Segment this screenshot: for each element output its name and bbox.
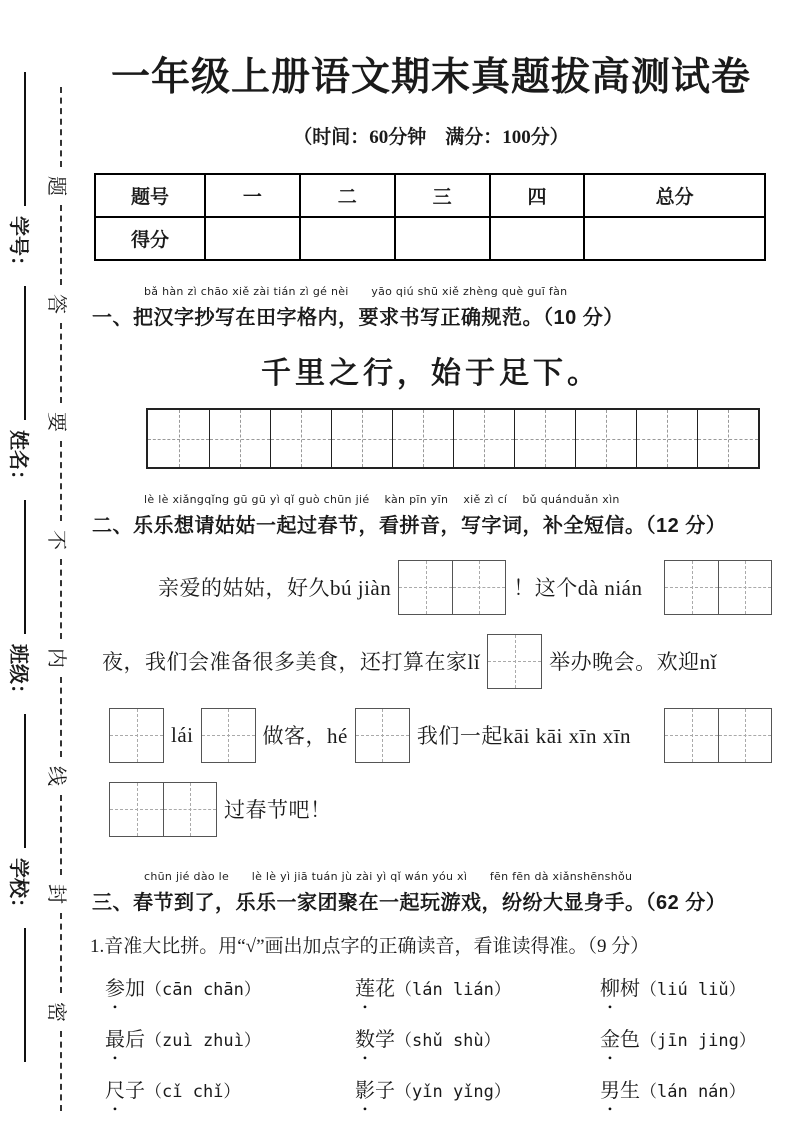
word-item: [355, 1074, 600, 1103]
letter-line: [88, 772, 774, 846]
word-item: [105, 1023, 355, 1052]
seal-line-strip: [40, 0, 78, 1122]
seal-dash-line: [60, 441, 62, 521]
section-one-title: 一、把汉字抄写在田字格内，要求书写正确规范。（10 分）: [92, 307, 624, 329]
word-text: 金色: [600, 1029, 640, 1051]
seal-character: 答: [45, 294, 68, 314]
seal-character: 内: [45, 648, 68, 668]
word-text: 男生: [600, 1080, 640, 1102]
dotted-character: 莲: [355, 978, 375, 1000]
section-one-pinyin: bǎ hàn zì chāo xiě zài tián zì gé nèi yāo qiú shū xiě zhèng què guī fàn: [144, 285, 568, 298]
word-text: 参加: [105, 978, 145, 1000]
score-table-header-cell: 二: [300, 174, 395, 217]
page-title: 一年级上册语文期末真题拔高测试卷: [110, 56, 751, 99]
score-empty-cell: [490, 217, 585, 260]
seal-dash-line: [60, 677, 62, 757]
word-item: [105, 1074, 355, 1103]
seal-character: 密: [45, 1002, 68, 1022]
dotted-character: 数: [355, 1029, 375, 1051]
answer-grid: [109, 782, 217, 837]
section-two-title: 二、乐乐想请姑姑一起过春节，看拼音，写字词，补全短信。（12 分）: [92, 515, 727, 537]
score-row-label: 得分: [95, 217, 205, 260]
tianzi-cell: [163, 783, 216, 836]
dotted-character: 金: [600, 1029, 620, 1051]
letter-body: [88, 550, 774, 846]
answer-grid: [664, 708, 772, 763]
tianzi-cell: [718, 561, 771, 614]
section-three-title: 三、春节到了，乐乐一家团聚在一起玩游戏，纷纷大显身手。（62 分）: [92, 892, 727, 914]
word-text: 影子: [355, 1080, 395, 1102]
tianzi-cell: [452, 561, 505, 614]
letter-text: 我们一起kāi kāi xīn xīn: [416, 724, 632, 748]
tianzi-cell: [356, 709, 409, 762]
pinyin-options: （shǔ shù）: [395, 1031, 501, 1051]
tianzi-cell: [392, 410, 453, 467]
score-table-header-cell: 题号: [95, 174, 205, 217]
section-two-pinyin: lè lè xiǎngqǐng gū gū yì qǐ guò chūn jié kàn pīn yīn xiě zì cí bǔ quánduǎn xìn: [144, 493, 620, 506]
letter-line: [88, 550, 774, 624]
seal-dash-line: [60, 205, 62, 285]
subquestion-1-title: 1.音准大比拼。用“√”画出加点字的正确读音，看谁读得准。（9 分）: [90, 936, 650, 957]
pinyin-options: （lán nán）: [640, 1082, 746, 1102]
tianzi-cell: [488, 635, 541, 688]
word-item: [355, 972, 600, 1001]
letter-text: ！这个dà nián: [513, 576, 643, 600]
student-info-strip: [2, 0, 40, 1122]
pinyin-options: （zuì zhuì）: [145, 1031, 261, 1051]
letter-text: 夜，我们会准备很多美食，还打算在家lǐ: [102, 650, 481, 674]
pronunciation-choice-grid: [88, 972, 774, 1103]
letter-text: 亲爱的姑姑，好久bú jiàn: [158, 576, 392, 600]
tianzi-cell: [270, 410, 331, 467]
dotted-character: 最: [105, 1029, 125, 1051]
answer-grid: [109, 708, 164, 763]
letter-text: 做客，hé: [262, 724, 348, 748]
seal-character: 题: [45, 176, 68, 196]
answer-grid: [398, 560, 506, 615]
dotted-character: 影: [355, 1080, 375, 1102]
tianzi-cell: [575, 410, 636, 467]
score-table-header-cell: 四: [490, 174, 585, 217]
field-blank-line: [24, 500, 26, 634]
tianzi-cell: [453, 410, 514, 467]
word-text: 最后: [105, 1029, 145, 1051]
seal-character: 不: [45, 530, 68, 550]
seal-dash-line: [60, 795, 62, 875]
score-table-header-cell: 总分: [584, 174, 765, 217]
tianzi-cell: [399, 561, 452, 614]
seal-dash-line: [60, 87, 62, 167]
letter-line: [88, 698, 774, 772]
tianzi-cell: [636, 410, 697, 467]
letter-text: lái: [171, 722, 194, 747]
tianzi-cell: [148, 410, 209, 467]
score-table-header-cell: 一: [205, 174, 300, 217]
answer-grid: [664, 560, 772, 615]
tianzi-cell: [718, 709, 771, 762]
page-subtitle: （时间：60分钟 满分：100分）: [293, 127, 569, 148]
tianzi-cell: [209, 410, 270, 467]
seal-dash-line: [60, 913, 62, 993]
score-empty-cell: [300, 217, 395, 260]
word-text: 柳树: [600, 978, 640, 1000]
pinyin-options: （lán lián）: [395, 980, 511, 1000]
score-empty-cell: [584, 217, 765, 260]
pinyin-options: （yǐn yǐng）: [395, 1082, 511, 1102]
word-item: [600, 1023, 774, 1052]
word-item: [600, 972, 774, 1001]
word-item: [105, 972, 355, 1001]
student-field-label: 姓名：: [7, 430, 30, 490]
seal-character: 要: [45, 412, 68, 432]
answer-grid: [487, 634, 542, 689]
field-blank-line: [24, 72, 26, 206]
copy-sentence: 千里之行，始于足下。: [261, 357, 601, 390]
seal-dash-line: [60, 323, 62, 403]
student-field-label: 学校：: [7, 858, 30, 918]
word-text: 莲花: [355, 978, 395, 1000]
tianzi-cell: [665, 709, 718, 762]
score-empty-cell: [395, 217, 490, 260]
word-text: 尺子: [105, 1080, 145, 1102]
score-empty-cell: [205, 217, 300, 260]
seal-dash-line: [60, 559, 62, 639]
tianzi-cell: [697, 410, 758, 467]
score-table: [94, 173, 766, 261]
answer-grid: [355, 708, 410, 763]
score-table-header-cell: 三: [395, 174, 490, 217]
dotted-character: 尺: [105, 1080, 125, 1102]
word-text: 数学: [355, 1029, 395, 1051]
dotted-character: 柳: [600, 978, 620, 1000]
word-item: [355, 1023, 600, 1052]
pinyin-options: （jīn jing）: [640, 1031, 756, 1051]
seal-dash-line: [60, 1031, 62, 1111]
tianzi-cell: [514, 410, 575, 467]
tianzi-cell: [110, 709, 163, 762]
field-blank-line: [24, 286, 26, 420]
letter-text: 举办晚会。欢迎nǐ: [549, 650, 718, 674]
pinyin-options: （liú liǔ）: [640, 980, 746, 1000]
seal-character: 封: [45, 884, 68, 904]
student-field-label: 班级：: [7, 644, 30, 704]
field-blank-line: [24, 928, 26, 1062]
writing-grid: [146, 408, 760, 469]
dotted-character: 参: [105, 978, 125, 1000]
tianzi-cell: [665, 561, 718, 614]
seal-character: 线: [45, 766, 68, 786]
tianzi-cell: [110, 783, 163, 836]
letter-line: [88, 624, 774, 698]
pinyin-options: （cǐ chǐ）: [145, 1082, 241, 1102]
dotted-character: 男: [600, 1080, 620, 1102]
student-field-label: 学号：: [7, 216, 30, 276]
section-three-pinyin: chūn jié dào le lè lè yì jiā tuán jù zài yì qǐ wán yóu xì fēn fēn dà xiǎnshēnshǒu: [144, 870, 633, 883]
exam-content: [88, 0, 774, 1103]
field-blank-line: [24, 714, 26, 848]
tianzi-cell: [331, 410, 392, 467]
tianzi-cell: [202, 709, 255, 762]
score-table-header-row: [95, 174, 765, 217]
word-item: [600, 1074, 774, 1103]
letter-text: 过春节吧！: [224, 798, 332, 822]
answer-grid: [201, 708, 256, 763]
score-table-score-row: [95, 217, 765, 260]
pinyin-options: （cān chān）: [145, 980, 261, 1000]
